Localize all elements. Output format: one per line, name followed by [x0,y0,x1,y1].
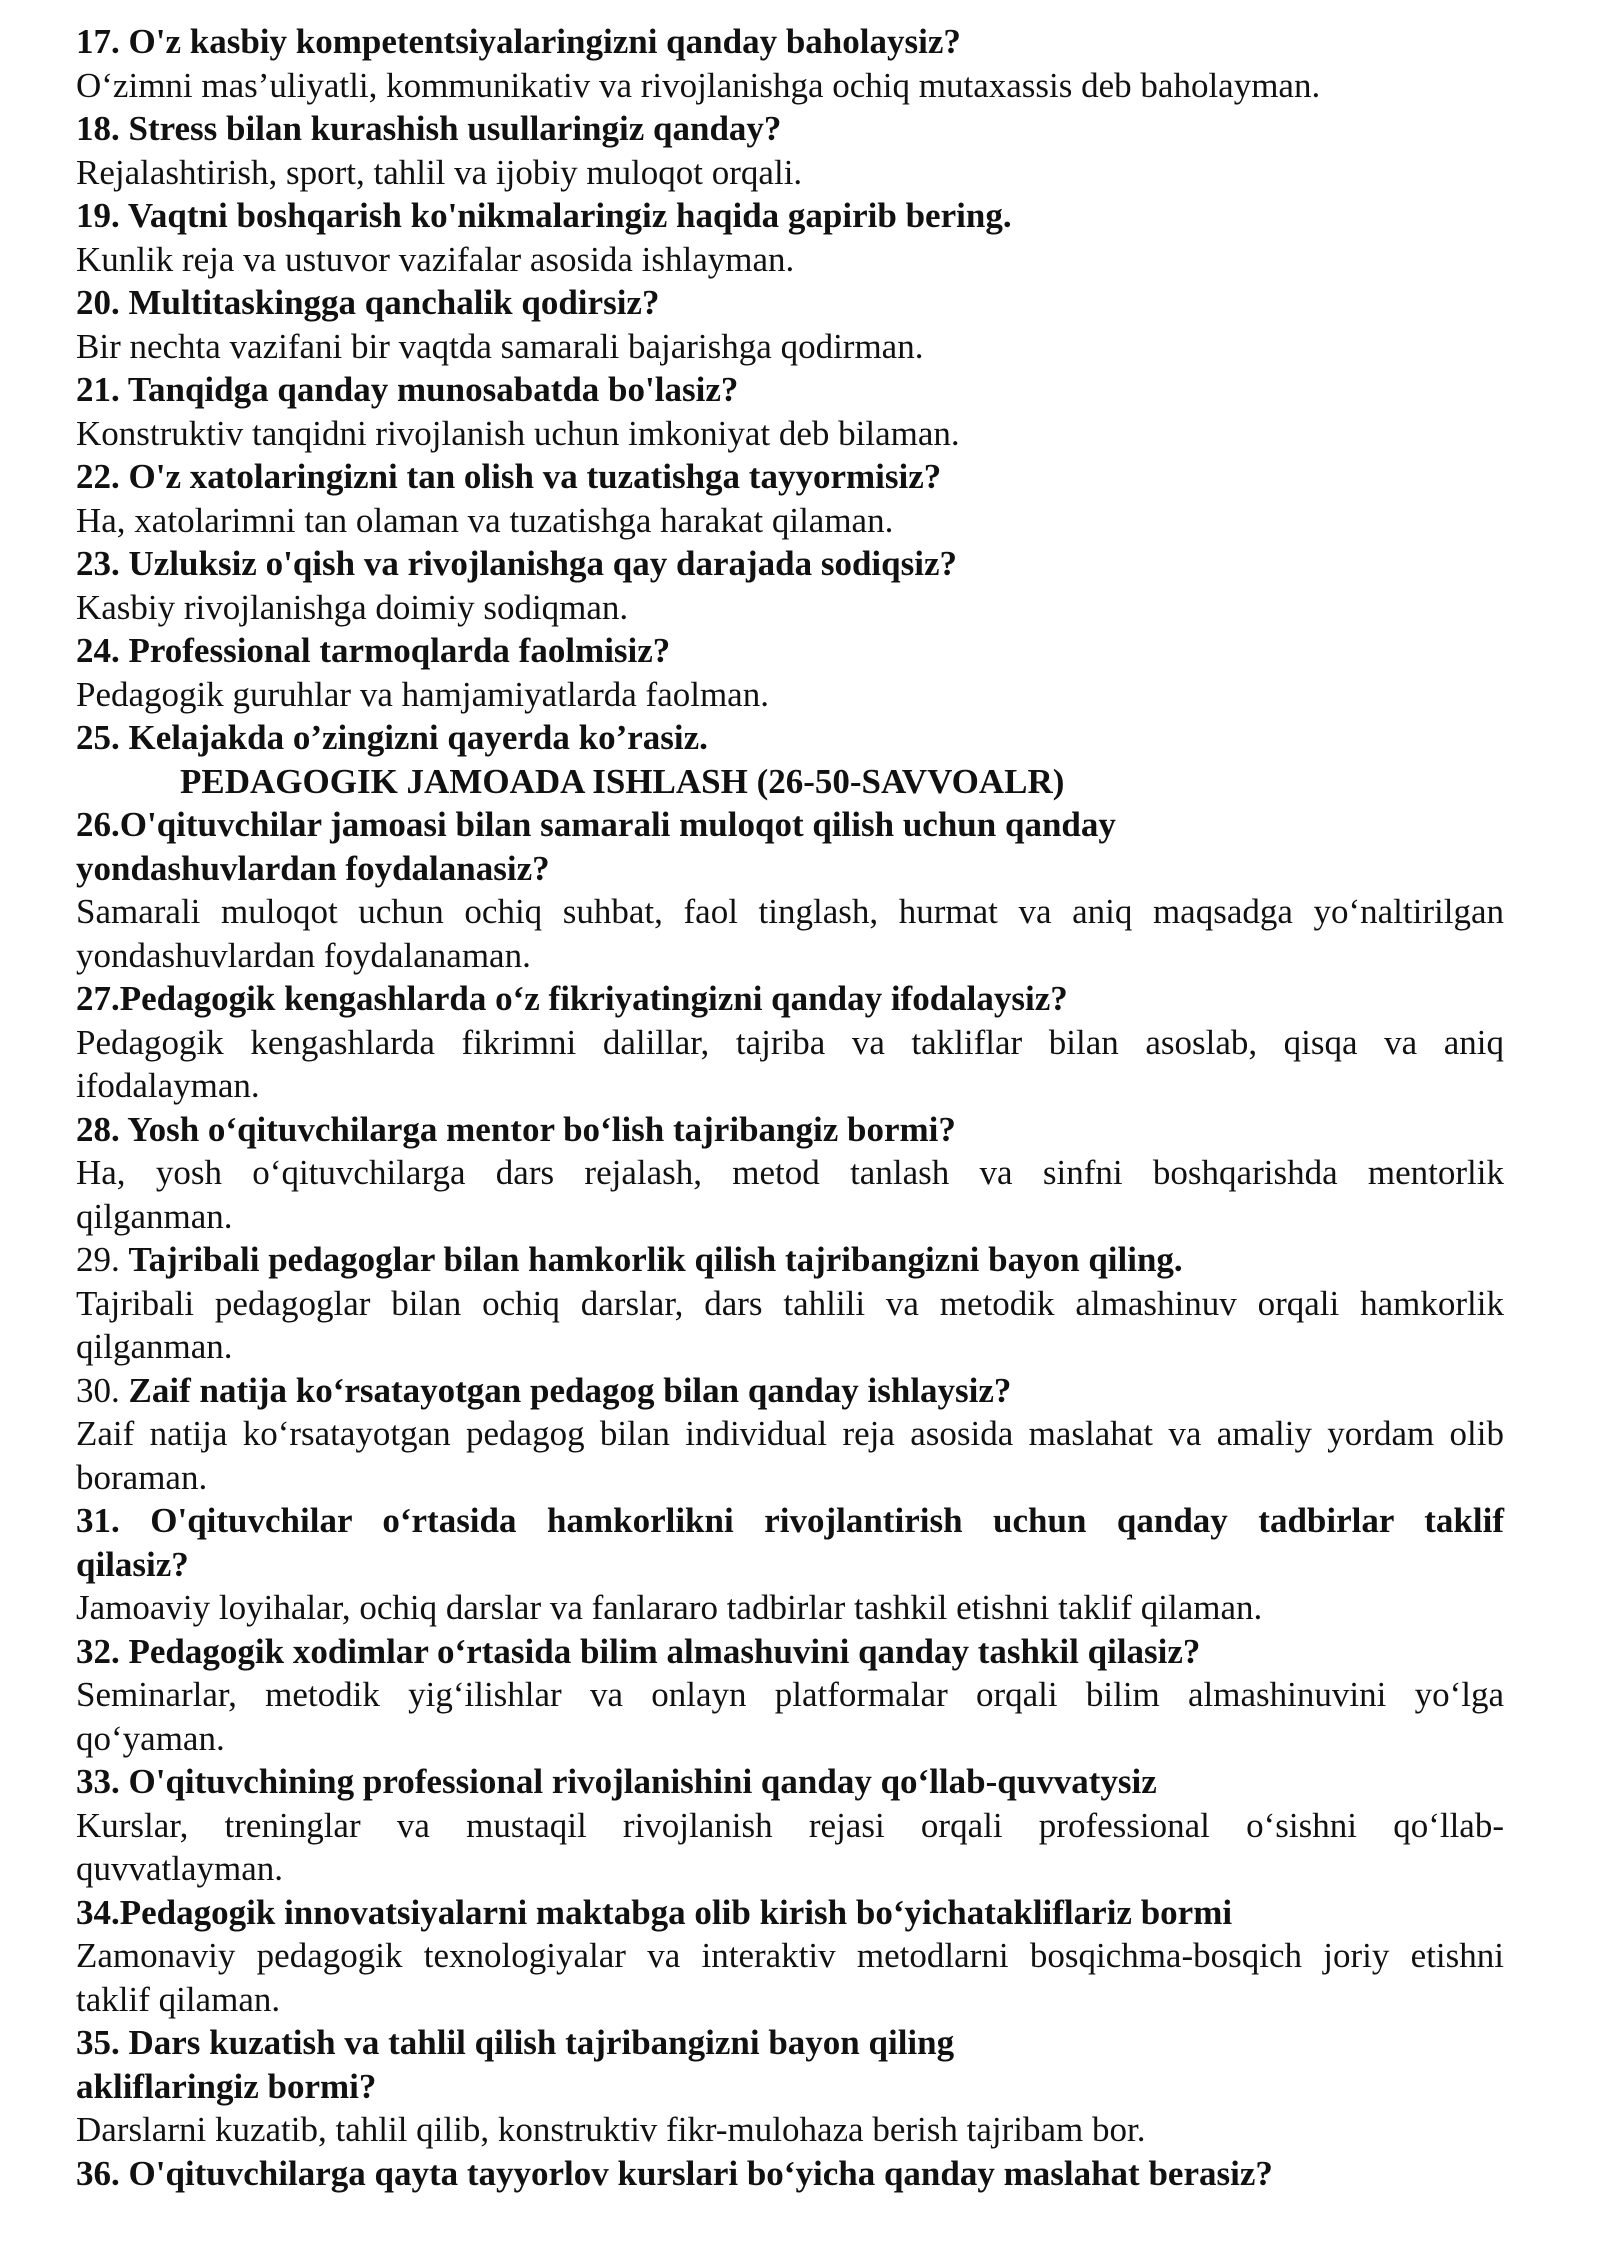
question-18: 18. Stress bilan kurashish usullaringiz qanday? [76,109,782,148]
answer-31: Jamoaviy loyihalar, ochiq darslar va fanlararo tadbirlar tashkil etishni taklif qilaman. [76,1588,1263,1627]
answer-29-line-1: Tajribali pedagoglar bilan ochiq darslar, dars tahlili va metodik almashinuv orqali hamkorlik [76,1283,1504,1323]
question-30-text: Zaif natija ko‘rsatayotgan pedagog bilan qanday ishlaysiz? [128,1370,1012,1410]
answer-33-line-1: Kurslar, treninglar va mustaqil rivojlanish rejasi orqali professional o‘sishni qo‘llab- [76,1805,1504,1845]
question-32: 32. Pedagogik xodimlar o‘rtasida bilim almashuvini qanday tashkil qilasiz? [76,1631,1201,1671]
answer-32-line-2: qo‘yaman. [76,1718,225,1758]
question-17: 17. O'z kasbiy kompetentsiyalaringizni qanday baholaysiz? [76,22,961,61]
answer-30-line-2: boraman. [76,1457,208,1497]
answer-19: Kunlik reja va ustuvor vazifalar asosida ishlayman. [76,239,795,279]
answer-27 [76,1021,1504,1108]
answer-30 [76,1412,1504,1499]
answer-20: Bir nechta vazifani bir vaqtda samarali bajarishga qodirman. [76,326,924,366]
answer-33-line-2: quvvatlayman. [76,1849,284,1888]
question-31 [76,1499,1504,1586]
question-22: 22. O'z xatolaringizni tan olish va tuzatishga tayyormisiz? [76,457,942,496]
answer-18: Rejalashtirish, sport, tahlil va ijobiy muloqot orqali. [76,152,803,192]
answer-28-line-1: Ha, yosh o‘qituvchilarga dars rejalash, metod tanlash va sinfni boshqarishda mentorlik [76,1153,1504,1192]
question-36: 36. O'qituvchilarga qayta tayyorlov kurslari bo‘yicha qanday maslahat berasiz? [76,2153,1273,2193]
answer-35: Darslarni kuzatib, tahlil qilib, konstruktiv fikr-mulohaza berish tajribam bor. [76,2110,1146,2149]
question-20: 20. Multitaskingga qanchalik qodirsiz? [76,283,660,322]
answer-29 [76,1282,1504,1369]
answer-34-line-1: Zamonaviy pedagogik texnologiyalar va interaktiv metodlarni bosqichma-bosqich joriy etishni [76,1936,1504,1975]
question-35-cont: akliflaringiz bormi? [76,2066,377,2106]
answer-28-line-2: qilganman. [76,1196,233,1236]
question-25: 25. Kelajakda o’zingizni qayerda ko’rasiz. [76,718,708,757]
question-19: 19. Vaqtni boshqarish ko'nikmalaringiz haqida gapirib bering. [76,196,1012,235]
question-29-text: Tajribali pedagoglar bilan hamkorlik qilish tajribangizni bayon qiling. [128,1240,1183,1279]
question-31-line-1: 31. O'qituvchilar o‘rtasida hamkorlikni rivojlantirish uchun qanday tadbirlar taklif [76,1501,1504,1540]
answer-32-line-1: Seminarlar, metodik yig‘ilishlar va onlayn platformalar orqali bilim almashinuvini yo‘lga [76,1675,1504,1714]
answer-32 [76,1673,1504,1760]
answer-22: Ha, xatolarimni tan olaman va tuzatishga harakat qilaman. [76,500,894,540]
answer-26 [76,890,1504,977]
question-23: 23. Uzluksiz o'qish va rivojlanishga qay darajada sodiqsiz? [76,544,957,583]
answer-27-line-1: Pedagogik kengashlarda fikrimni dalillar, tajriba va takliflar bilan asoslab, qisqa va aniq [76,1022,1504,1062]
answer-27-line-2: ifodalayman. [76,1066,260,1105]
question-29-number: 29. [76,1240,120,1279]
answer-26-line-2: yondashuvlardan foydalanaman. [76,935,531,975]
answer-30-line-1: Zaif natija ko‘rsatayotgan pedagog bilan individual reja asosida maslahat va amaliy yordam olib [76,1414,1504,1453]
question-30-number: 30. [76,1370,120,1410]
question-28: 28. Yosh o‘qituvchilarga mentor bo‘lish tajribangiz bormi? [76,1109,956,1149]
answer-24: Pedagogik guruhlar va hamjamiyatlarda faolman. [76,674,769,714]
question-31-line-2: qilasiz? [76,1544,189,1584]
question-27: 27.Pedagogik kengashlarda o‘z fikriyatingizni qanday ifodalaysiz? [76,979,1068,1018]
answer-29-line-2: qilganman. [76,1327,233,1366]
question-29 [76,1238,1504,1282]
answer-33 [76,1804,1504,1891]
question-24: 24. Professional tarmoqlarda faolmisiz? [76,631,671,670]
question-35: 35. Dars kuzatish va tahlil qilish tajribangizni bayon qiling [76,2023,955,2062]
answer-34 [76,1934,1504,2021]
answer-34-line-2: taklif qilaman. [76,1979,281,2019]
question-30 [76,1369,1504,1413]
question-21: 21. Tanqidga qanday munosabatda bo'lasiz? [76,370,739,409]
question-33: 33. O'qituvchining professional rivojlanishini qanday qo‘llab-quvvatysiz [76,1762,1157,1801]
question-26: 26.O'qituvchilar jamoasi bilan samarali muloqot qilish uchun qanday [76,805,1116,844]
answer-28 [76,1151,1504,1238]
section-heading: PEDAGOGIK JAMOADA ISHLASH (26-50-SAVVOALR) [180,761,1065,801]
question-26-cont: yondashuvlardan foydalanasiz? [76,848,550,888]
question-34: 34.Pedagogik innovatsiyalarni maktabga olib kirish bo‘yichatakliflariz bormi [76,1892,1233,1932]
document-page [76,20,1504,2195]
answer-17: O‘zimni mas’uliyatli, kommunikativ va rivojlanishga ochiq mutaxassis deb baholayman. [76,65,1321,105]
answer-26-line-1: Samarali muloqot uchun ochiq suhbat, faol tinglash, hurmat va aniq maqsadga yo‘naltirilgan [76,892,1504,931]
answer-21: Konstruktiv tanqidni rivojlanish uchun imkoniyat deb bilaman. [76,413,960,453]
answer-23: Kasbiy rivojlanishga doimiy sodiqman. [76,587,629,627]
